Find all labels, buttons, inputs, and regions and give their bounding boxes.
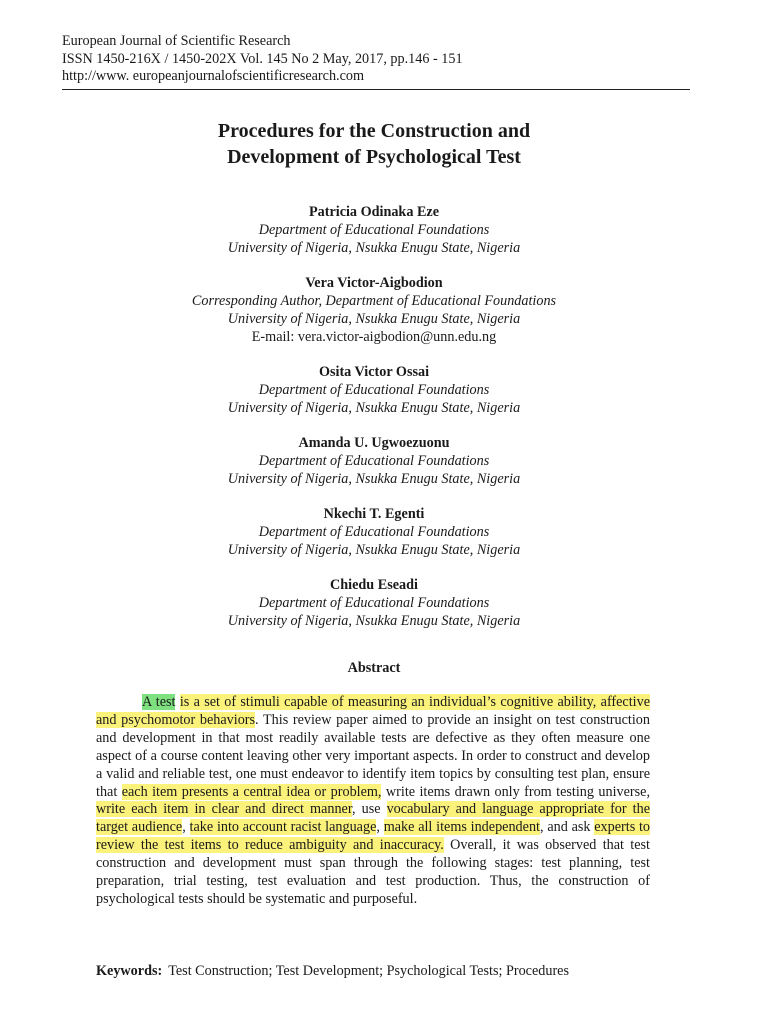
author-block — [0, 576, 748, 630]
author-university: University of Nigeria, Nsukka Enugu State, Nigeria — [227, 471, 521, 487]
journal-name: European Journal of Scientific Research — [62, 33, 291, 49]
title-line-1: Procedures for the Construction and — [217, 120, 531, 142]
author-name: Amanda U. Ugwoezuonu — [298, 435, 450, 451]
abstract-segment: write items drawn only from testing universe, — [381, 783, 650, 800]
abstract-segment: . This review paper aimed to provide an insight on test construction and development in that most readily available tests are defective as they often measure one aspect of a course content leaving other very important aspects. In order to construct and develop a valid and reliable test, one must endeavor to identify item topics by consulting test plan, ensure that — [96, 711, 650, 800]
abstract-segment: write each item in clear and direct manner — [96, 801, 353, 818]
keywords-text: Test Construction; Test Development; Psychological Tests; Procedures — [168, 963, 569, 979]
abstract-heading: Abstract — [347, 660, 401, 676]
author-block — [0, 274, 748, 346]
abstract-segment: , — [182, 819, 190, 836]
author-department: Department of Educational Foundations — [258, 382, 490, 398]
author-block — [0, 363, 748, 417]
author-department: Department of Educational Foundations — [258, 595, 490, 611]
keywords-label: Keywords: — [96, 963, 163, 979]
author-name: Patricia Odinaka Eze — [308, 204, 440, 220]
author-department: Corresponding Author, Department of Educational Foundations — [191, 293, 557, 309]
author-block — [0, 203, 748, 257]
author-name: Vera Victor-Aigbodion — [305, 275, 443, 291]
title-line-2: Development of Psychological Test — [227, 146, 521, 168]
author-university: University of Nigeria, Nsukka Enugu State, Nigeria — [227, 240, 521, 256]
author-university: University of Nigeria, Nsukka Enugu State, Nigeria — [227, 613, 521, 629]
author-name: Nkechi T. Egenti — [323, 506, 425, 522]
abstract-segment: Overall, it was observed that test construction and development must span through the following stages: test planning, test preparation, trial testing, test evaluation and test production. Thus, the construction of psychological tests should be systematic and purposeful. — [96, 837, 650, 907]
abstract-segment: each item presents a central idea or problem, — [121, 783, 382, 800]
author-department: Department of Educational Foundations — [258, 222, 490, 238]
author-department: Department of Educational Foundations — [258, 453, 490, 469]
abstract-segment: , use — [352, 801, 387, 818]
author-department: Department of Educational Foundations — [258, 524, 490, 540]
abstract-segment: experts to review the test items to reduce ambiguity and inaccuracy. — [96, 819, 651, 854]
author-email[interactable]: E-mail: vera.victor-aigbodion@unn.edu.ng — [251, 329, 497, 345]
abstract-segment: make all items independent — [383, 819, 540, 836]
author-list — [0, 203, 748, 647]
journal-issn: ISSN 1450-216X / 1450-202X Vol. 145 No 2 May, 2017, pp.146 - 151 — [62, 50, 463, 67]
author-university: University of Nigeria, Nsukka Enugu State, Nigeria — [227, 311, 521, 327]
abstract-segment: vocabulary and language appropriate for the target audience — [96, 801, 650, 836]
keywords-line — [96, 962, 676, 980]
abstract-segment: is a set of stimuli capable of measuring an individual’s cognitive ability, affective and psychomotor behaviors — [96, 694, 651, 728]
author-block — [0, 505, 748, 559]
paper-title — [0, 118, 748, 170]
author-name: Chiedu Eseadi — [330, 577, 418, 593]
journal-header — [62, 33, 690, 90]
author-block — [0, 434, 748, 488]
abstract-segment: take into account racist language — [189, 819, 377, 836]
author-university: University of Nigeria, Nsukka Enugu State, Nigeria — [227, 542, 521, 558]
abstract-body — [96, 694, 650, 909]
journal-url[interactable]: http://www. europeanjournalofscientificresearch.com — [62, 68, 365, 85]
abstract-segment: A test — [142, 694, 176, 710]
abstract-segment: , — [376, 819, 384, 836]
author-university: University of Nigeria, Nsukka Enugu State, Nigeria — [227, 400, 521, 416]
abstract-segment: , and ask — [540, 819, 595, 836]
author-name: Osita Victor Ossai — [318, 364, 430, 380]
